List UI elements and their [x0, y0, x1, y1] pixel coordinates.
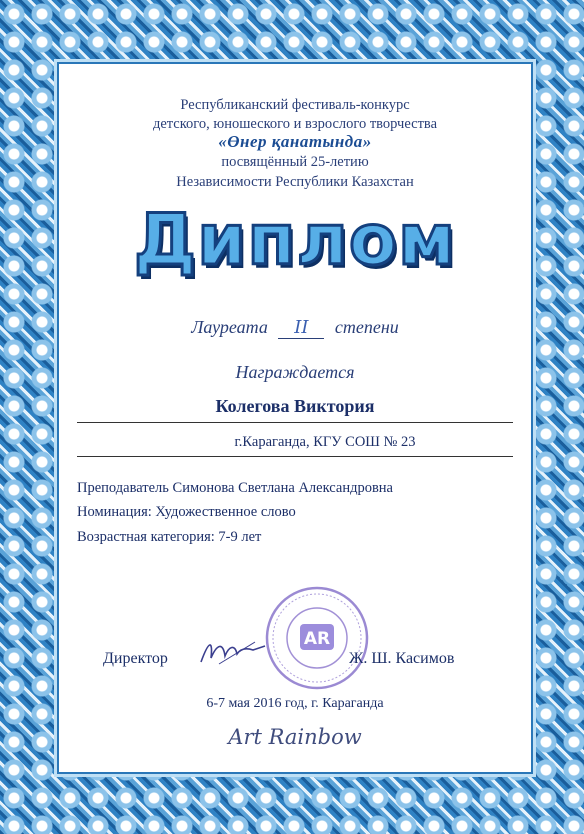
date-place: 6-7 мая 2016 год, г. Караганда: [206, 696, 384, 711]
laureate-degree: II: [278, 317, 324, 339]
recipient-location: г.Караганда, КГУ СОШ № 23: [234, 434, 416, 450]
header-line-2: детского, юношеского и взрослого творчества: [152, 116, 438, 132]
laureate-suffix: степени: [334, 317, 399, 337]
laureate-line: [59, 317, 531, 339]
recipient-name: Колегова Виктория: [215, 396, 375, 416]
location-rule: [77, 456, 513, 457]
director-name: Ж. Ш. Касимов: [349, 650, 455, 667]
director-label: Директор: [103, 650, 168, 667]
header-line-5: Независимости Республики Казахстан: [176, 174, 414, 190]
name-rule: [77, 422, 513, 423]
teacher-line: Преподаватель Симонова Светлана Александровна: [77, 480, 393, 496]
festival-name: «Өнер қанатында»: [218, 132, 372, 151]
diploma-panel: [57, 62, 533, 774]
age-category-line: Возрастная категория: 7-9 лет: [77, 529, 262, 545]
laureate-prefix: Лауреата: [191, 317, 268, 337]
diploma-title: Диплом: [133, 199, 457, 281]
nomination-line: Номинация: Художественное слово: [77, 504, 296, 520]
stamp-icon: [263, 584, 371, 692]
awarded-label: Награждается: [235, 362, 355, 382]
header-line-1: Республиканский фестиваль-конкурс: [180, 97, 410, 113]
header-line-4: посвящённый 25-летию: [221, 154, 369, 170]
brand-logo: Art Rainbow: [228, 725, 362, 749]
signature-icon: [195, 634, 275, 670]
stamp-monogram: AR: [303, 629, 331, 649]
